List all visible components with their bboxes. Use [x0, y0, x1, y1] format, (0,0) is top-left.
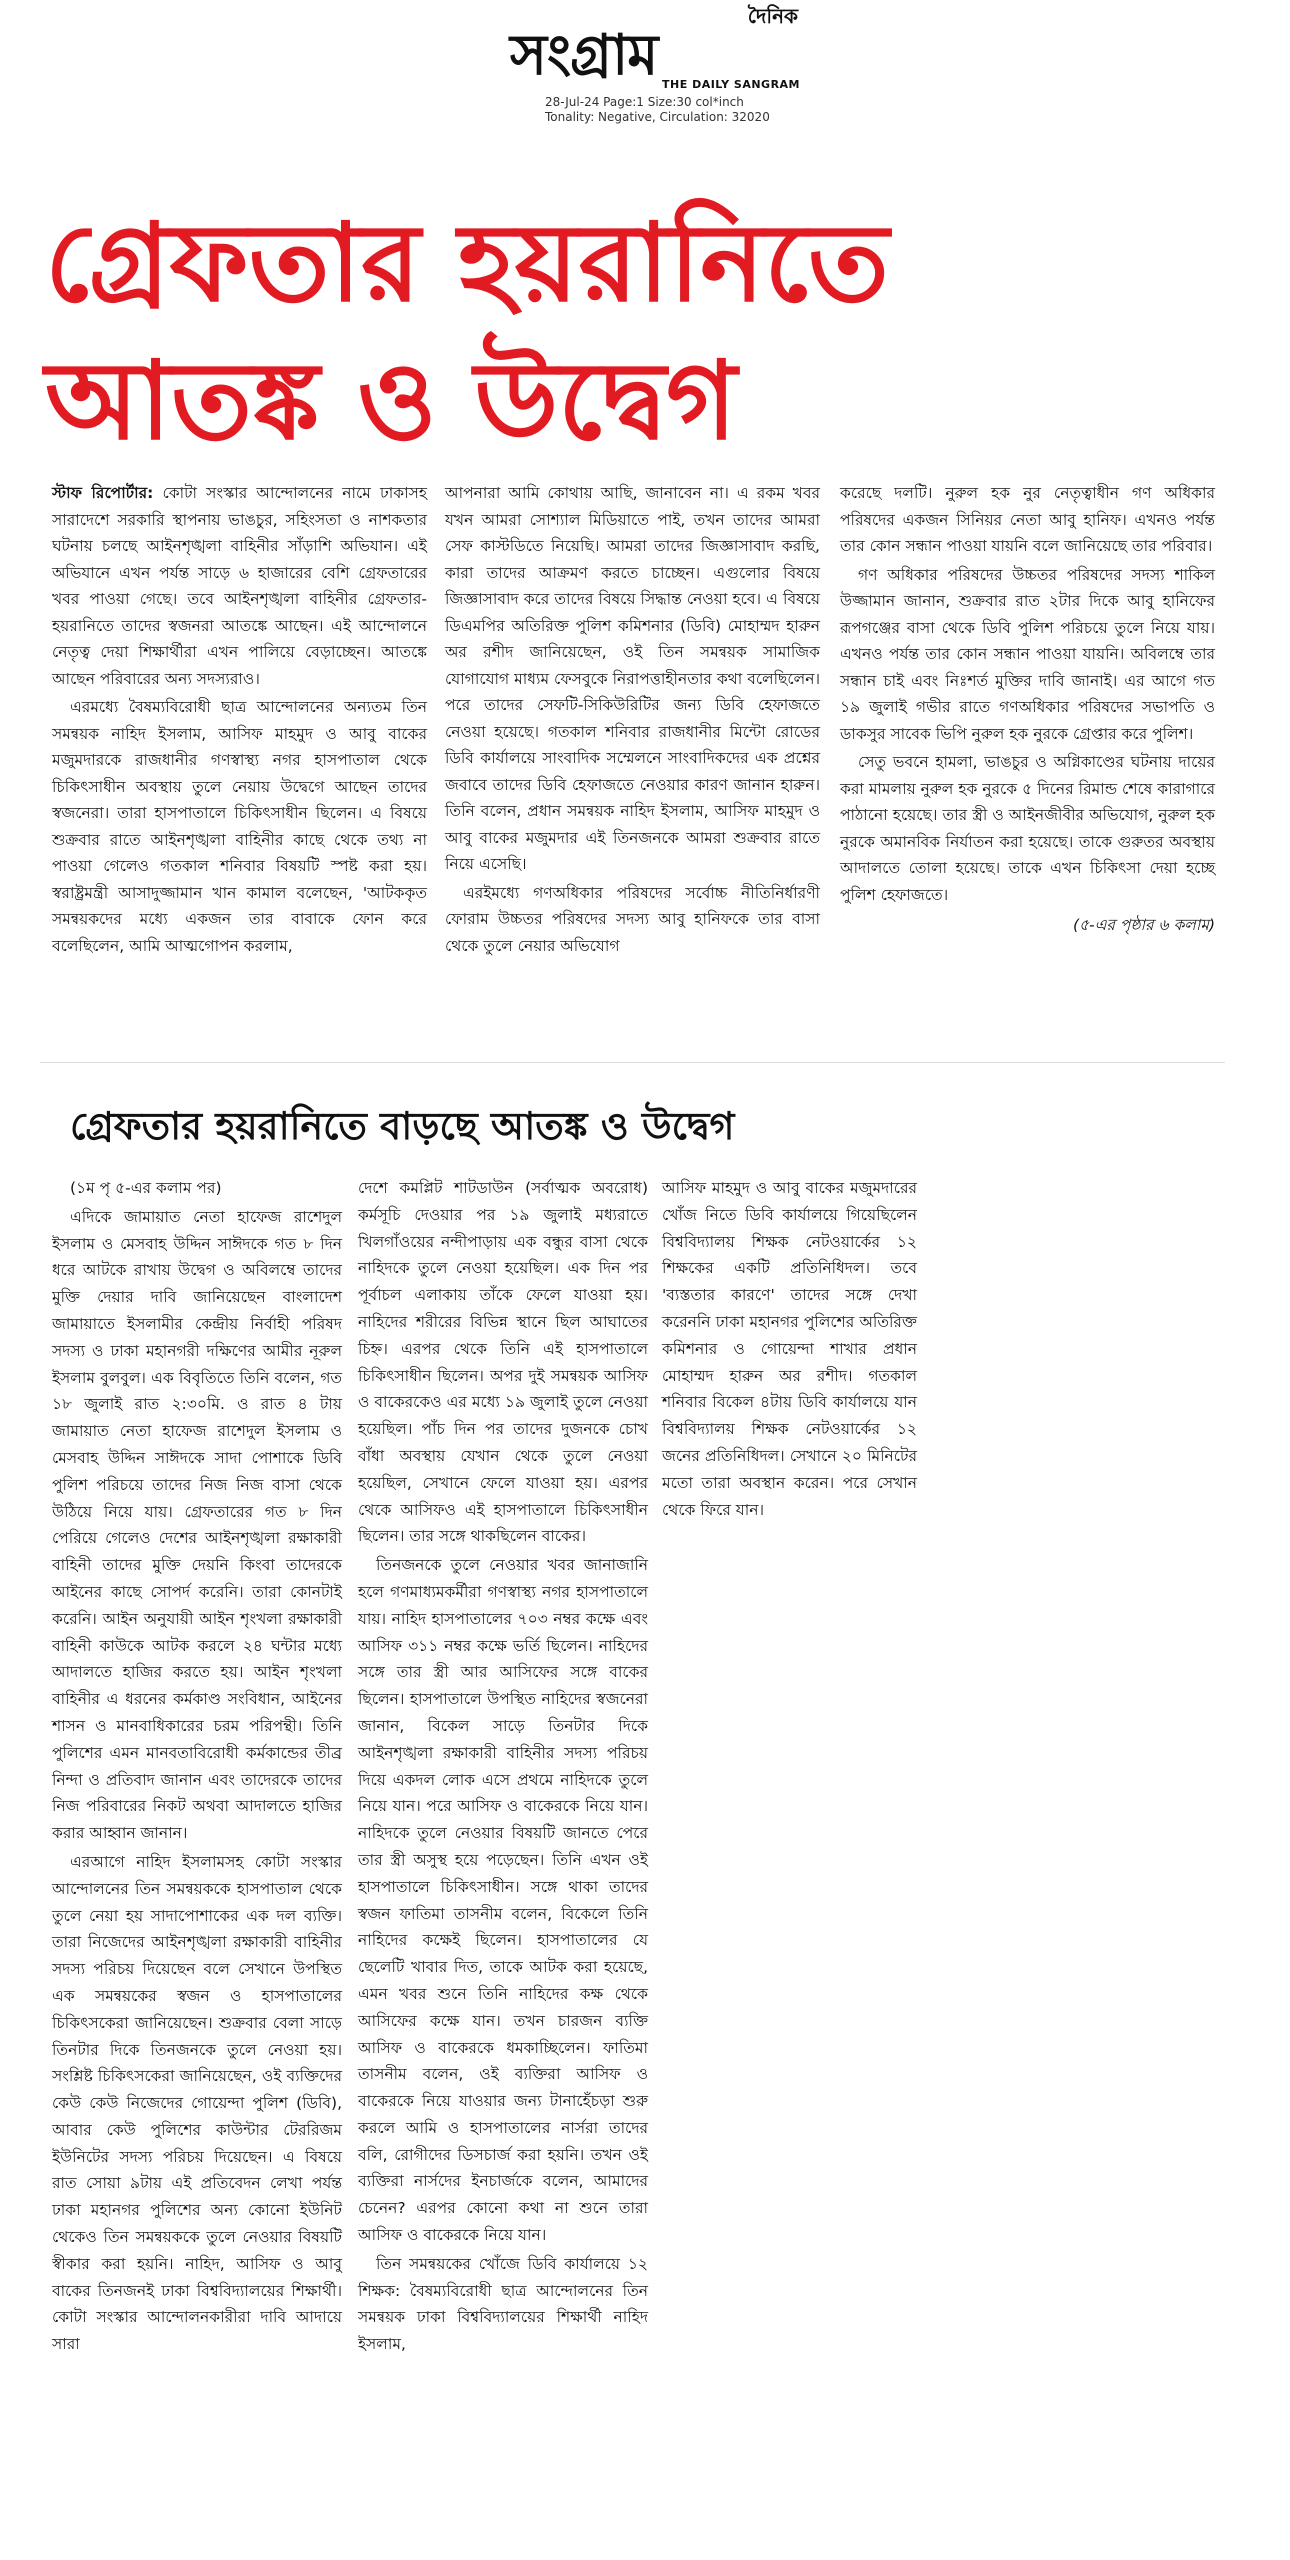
- paragraph: এরমধ্যে বৈষম্যবিরোধী ছাত্র আন্দোলনের অন্যতম তিন সমন্বয়ক নাহিদ ইসলাম, আসিফ মাহমুদ ও আবু বাকের মজুমদারকে রাজধানীর গণস্বাস্থ্য নগর হাসপাতাল থেকে চিকিৎসাধীন অবস্থায় তুলে নেয়ায় উদ্বেগে আছেন তাদের স্বজনেরা। তারা হাসপাতালে চিকিৎসাধীন ছিলেন। এ বিষয়ে শুক্রবার রাতে আইনশৃঙ্খলা বাহিনীর কাছে থেকে তথ্য না পাওয়া গেলেও গতকাল শনিবার বিষয়টি স্পষ্ট করা হয়। স্বরাষ্ট্রমন্ত্রী আসাদুজ্জামান খান কামাল বলেছেন, 'আটককৃত সমন্বয়কদের মধ্যে একজন তার বাবাকে ফোন করে বলেছিলেন, আমি আত্মগোপন করলাম,: [52, 698, 427, 955]
- paragraph: তিনজনকে তুলে নেওয়ার খবর জানাজানি হলে গণমাধ্যমকর্মীরা গণস্বাস্থ্য নগর হাসপাতালে যায়। নাহিদ হাসপাতালের ৭০৩ নম্বর কক্ষে এবং আসিফ ৩১১ নম্বর কক্ষে ভর্তি ছিলেন। নাহিদের সঙ্গে তার স্ত্রী আর আসিফের সঙ্গে বাকের ছিলেন। হাসপাতালে উপস্থিত নাহিদের স্বজনেরা জানান, বিকেল সাড়ে তিনটার দিকে আইনশৃঙ্খলা রক্ষাকারী বাহিনীর সদস্য পরিচয় দিয়ে একদল লোক এসে প্রথমে নাহিদকে তুলে নিয়ে যান। পরে আসিফ ও বাকেরকে নিয়ে যান। নাহিদকে তুলে নেওয়ার বিষয়টি জানতে পেরে তার স্ত্রী অসুস্থ হয়ে পড়েছেন। তিনি এখন ওই হাসপাতালে চিকিৎসাধীন। সঙ্গে থাকা তাদের স্বজন ফাতিমা তাসনীম বলেন, বিকেলে তিনি নাহিদের কক্ষেই ছিলেন। হাসপাতালের যে ছেলেটি খাবার দিত, তাকে আটক করা হয়েছে, এমন খবর শুনে তিনি নাহিদের কক্ষ থেকে আসিফের কক্ষে যান। তখন চারজন ব্যক্তি আসিফ ও বাকেরকে ধমকাচ্ছিলেন। ফাতিমা তাসনীম বলেন, ওই ব্যক্তিরা আসিফ ও বাকেরকে নিয়ে যাওয়ার জন্য টানাহেঁচড়া শুরু করলে আমি ও হাসপাতালের নার্সরা তাদের বলি, রোগীদের ডিসচার্জ করা হয়নি। তখন ওই ব্যক্তিরা নার্সদের ইনচার্জকে বলেন, আমাদের চেনেন? এরপর কোনো কথা না শুনে তারা আসিফ ও বাকেরকে নিয়ে যান।: [358, 1556, 648, 2245]
- article-1-column-1: [52, 480, 427, 961]
- clipping-meta: [545, 95, 770, 125]
- paragraph: এরআগে নাহিদ ইসলামসহ কোটা সংস্কার আন্দোলনের তিন সমন্বয়ককে হাসপাতাল থেকে তুলে নেয়া হয় সাদাপোশাকের এক দল ব্যক্তি। তারা নিজেদের আইনশৃঙ্খলা রক্ষাকারী বাহিনীর সদস্য পরিচয় দিয়েছেন বলে সেখানে উপস্থিত এক সমন্বয়কের স্বজন ও হাসপাতালের চিকিৎসকেরা জানিয়েছেন। শুক্রবার বেলা সাড়ে তিনটার দিকে তিনজনকে তুলে নেওয়া হয়। সংশ্লিষ্ট চিকিৎসকেরা জানিয়েছেন, ওই ব্যক্তিদের কেউ কেউ নিজেদের গোয়েন্দা পুলিশ (ডিবি), আবার কেউ পুলিশের কাউন্টার টেররিজম ইউনিটের সদস্য পরিচয় দিয়েছেন। এ বিষয়ে রাত সোয়া ৯টায় এই প্রতিবেদন লেখা পর্যন্ত ঢাকা মহানগর পুলিশের অন্য কোনো ইউনিট থেকেও তিন সমন্বয়ককে তুলে নেওয়ার বিষয়টি স্বীকার করা হয়নি। নাহিদ, আসিফ ও আবু বাকের তিনজনই ঢাকা বিশ্ববিদ্যালয়ের শিক্ষার্থী। কোটা সংস্কার আন্দোলনকারীরা দাবি আদায়ে সারা: [52, 1852, 342, 2354]
- masthead-logo: সংগ্রাম: [510, 23, 658, 88]
- article-1-column-3: [840, 480, 1215, 939]
- article-2-column-2: [358, 1175, 648, 2360]
- paragraph: [52, 480, 427, 692]
- masthead-english: THE DAILY SANGRAM: [662, 78, 800, 91]
- paragraph: এদিকে জামায়াত নেতা হাফেজ রাশেদুল ইসলাম ও মেসবাহ উদ্দিন সাঈদকে গত ৮ দিন ধরে আটকে রাখায় উদ্বেগ ও অবিলম্বে তাদের মুক্তি দেয়ার দাবি জানিয়েছেন বাংলাদেশ জামায়াতে ইসলামীর কেন্দ্রীয় নির্বাহী পরিষদ সদস্য ও ঢাকা মহানগরী দক্ষিণের আমীর নূরুল ইসলাম বুলবুল। এক বিবৃতিতে তিনি বলেন, গত ১৮ জুলাই রাত ২:৩০মি. ও রাত ৪ টায় জামায়াত নেতা হাফেজ রাশেদুল ইসলাম ও মেসবাহ উদ্দিন সাঈদকে সাদা পোশাকে ডিবি পুলিশ পরিচয়ে তাদের নিজ নিজ বাসা থেকে উঠিয়ে নিয়ে যায়। গ্রেফতারের গত ৮ দিন পেরিয়ে গেলেও দেশের আইনশৃঙ্খলা রক্ষাকারী বাহিনী তাদের মুক্তি দেয়নি কিংবা তাদেরকে আইনের কাছে সোপর্দ করেনি। তারা কোনটাই করেনি। আইন অনুযায়ী আইন শৃংখলা রক্ষাকারী বাহিনী কাউকে আটক করলে ২৪ ঘন্টার মধ্যে আদালতে হাজির করতে হয়। আইন শৃংখলা বাহিনীর এ ধরনের কর্মকাণ্ড সংবিধান, আইনের শাসন ও মানবাধিকারের চরম পরিপন্থী। তিনি পুলিশের এমন মানবতাবিরোধী কর্মকান্ডের তীব্র নিন্দা ও প্রতিবাদ জানান এবং তাদেরকে তাদের নিজ পরিবারের নিকট অথবা আদালতে হাজির করার আহ্বান জানান।: [52, 1207, 342, 1843]
- paragraph: দেশে কমপ্লিট শাটডাউন (সর্বাত্মক অবরোধ) কর্মসূচি দেওয়ার পর ১৯ জুলাই মধ্যরাতে খিলগাঁওয়ের নন্দীপাড়ায় এক বন্ধুর বাসা থেকে নাহিদকে তুলে নেওয়া হয়েছিল। এক দিন পর পূর্বাচল এলাকায় তাঁকে ফেলে যাওয়া হয়। নাহিদের শরীরের বিভিন্ন স্থানে ছিল আঘাতের চিহ্ন। এরপর থেকে তিনি এই হাসপাতালে চিকিৎসাধীন ছিলেন। অপর দুই সমন্বয়ক আসিফ ও বাকেরকেও এর মধ্যে ১৯ জুলাই তুলে নেওয়া হয়েছিল। পাঁচ দিন পর তাদের দুজনকে চোখ বাঁধা অবস্থায় যেখান থেকে তুলে নেওয়া হয়েছিল, সেখানে ফেলে যাওয়া হয়। এরপর থেকে আসিফও এই হাসপাতালে চিকিৎসাধীন ছিলেন। তার সঙ্গে থাকছিলেন বাকের।: [358, 1179, 648, 1546]
- meta-line-2: Tonality: Negative, Circulation: 32020: [545, 110, 770, 124]
- headline-line-1: গ্রেফতার হয়রানিতে: [45, 201, 889, 326]
- paragraph: গণ অধিকার পরিষদের উচ্চতর পরিষদের সদস্য শাকিল উজ্জামান জানান, শুক্রবার রাত ২টার দিকে আবু হানিফের রূপগঞ্জের বাসা থেকে ডিবি পুলিশ পরিচয়ে তুলে নিয়ে যায়। এখনও পর্যন্ত তার কোন সন্ধান পাওয়া যায়নি। অবিলম্বে তার সন্ধান চাই এবং নিঃশর্ত মুক্তির দাবি জানাই। এর আগে গত ১৯ জুলাই গভীর রাতে গণঅধিকার পরিষদের সভাপতি ও ডাকসুর সাবেক ভিপি নুরুল হক নুরকে গ্রেপ্তার করে পুলিশ।: [840, 565, 1215, 743]
- paragraph: করেছে দলটি। নুরুল হক নুর নেতৃত্বাধীন গণ অধিকার পরিষদের একজন সিনিয়র নেতা আবু হানিফ। এখনও পর্যন্ত তার কোন সন্ধান পাওয়া যায়নি বলে জানিয়েছে তার পরিবার।: [840, 484, 1215, 555]
- article-1-column-2: [445, 480, 820, 961]
- paragraph: সেতু ভবনে হামলা, ভাঙচুর ও অগ্নিকাণ্ডের ঘটনায় দায়ের করা মামলায় নুরুল হক নুরকে ৫ দিনের রিমান্ড শেষে কারাগারে পাঠানো হয়েছে। তার স্ত্রী ও আইনজীবীর অভিযোগ, নুরুল হক নুরকে অমানবিক নির্যাতন করা হয়েছে। তাকে গুরুতর অবস্থায় আদালতে তোলা হয়েছে। তাকে এখন চিকিৎসা দেয়া হচ্ছে পুলিশ হেফাজতে।: [840, 753, 1215, 904]
- paragraph: এরইমধ্যে গণঅধিকার পরিষদের সর্বোচ্চ নীতিনির্ধারণী ফোরাম উচ্চতর পরিষদের সদস্য আবু হানিফকে তার বাসা থেকে তুলে নেয়ার অভিযোগ: [445, 883, 820, 955]
- article-2-column-3: [662, 1175, 917, 1525]
- paragraph: তিন সমন্বয়কের খোঁজে ডিবি কার্যালয়ে ১২ শিক্ষক: বৈষম্যবিরোধী ছাত্র আন্দোলনের তিন সমন্বয়ক ঢাকা বিশ্ববিদ্যালয়ের শিক্ষার্থী নাহিদ ইসলাম,: [358, 2254, 648, 2354]
- headline-line-2: আতঙ্ক ও উদ্বেগ: [45, 339, 737, 464]
- article-2-column-1: [52, 1175, 342, 2360]
- paragraph: আপনারা আমি কোথায় আছি, জানাবেন না। এ রকম খবর যখন আমরা সোশ্যাল মিডিয়াতে পাই, তখন তাদের আমরা সেফ কাস্টডিতে নিয়েছি। আমরা তাদের জিজ্ঞাসাবাদ করছি, কারা তাদের আক্রমণ করতে চাচ্ছেন। এগুলোর বিষয়ে জিজ্ঞাসাবাদ করে তাদের বিষয়ে সিদ্ধান্ত নেওয়া হবে। এ বিষয়ে ডিএমপির অতিরিক্ত পুলিশ কমিশনার (ডিবি) মোহাম্মদ হারুন অর রশীদ জানিয়েছেন, ওই তিন সমন্বয়ক সামাজিক যোগাযোগ মাধ্যম ফেসবুকে নিরাপত্তাহীনতার কথা বলেছিলেন। পরে তাদের সেফটি-সিকিউরিটির জন্য ডিবি হেফাজতে নেওয়া হয়েছে। গতকাল শনিবার রাজধানীর মিন্টো রোডের ডিবি কার্যালয়ে সাংবাদিক সম্মেলনে সাংবাদিকদের এক প্রশ্নের জবাবে তাদের ডিবি হেফাজতে নেওয়ার কারণ জানান হারুন। তিনি বলেন, প্রধান সমন্বয়ক নাহিদ ইসলাম, আসিফ মাহমুদ ও আবু বাকের মজুমদার এই তিনজনকে আমরা শুক্রবার রাতে নিয়ে এসেছি।: [445, 484, 820, 873]
- paragraph: আসিফ মাহমুদ ও আবু বাকের মজুমদারের খোঁজ নিতে ডিবি কার্যালয়ে গিয়েছিলেন বিশ্ববিদ্যালয় শিক্ষক নেটওয়ার্কের ১২ শিক্ষকের একটি প্রতিনিধিদল। তবে 'ব্যস্ততার কারণে' তাদের সঙ্গে দেখা করেননি ঢাকা মহানগর পুলিশের অতিরিক্ত কমিশনার ও গোয়েন্দা শাখার প্রধান মোহাম্মদ হারুন অর রশীদ। গতকাল শনিবার বিকেল ৪টায় ডিবি কার্যালয়ে যান বিশ্ববিদ্যালয় শিক্ষক নেটওয়ার্কের ১২ জনের প্রতিনিধিদল। সেখানে ২০ মিনিটের মতো তারা অবস্থান করেন। পরে সেখান থেকে ফিরে যান।: [662, 1179, 917, 1519]
- continued-reference: (৫-এর পৃষ্ঠার ৬ কলাম): [1072, 916, 1215, 934]
- continued-from: (১ম পৃ ৫-এর কলাম পর): [70, 1179, 222, 1197]
- byline: স্টাফ রিপোর্টার:: [52, 484, 154, 502]
- paragraph-text: কোটা সংস্কার আন্দোলনের নামে ঢাকাসহ সারাদেশে সরকারি স্থাপনায় ভাঙচুর, সহিংসতা ও নাশকতার ঘটনায় চলছে আইনশৃঙ্খলা বাহিনীর সাঁড়াশি অভিযান। এই অভিযানে এখন পর্যন্ত সাড়ে ৬ হাজারের বেশি গ্রেফতারের খবর পাওয়া গেছে। তবে আইনশৃঙ্খলা বাহিনীর গ্রেফতার-হয়রানিতে তাদের স্বজনরা আতঙ্কে আছেন। এই আন্দোলনে নেতৃত্ব দেয়া শিক্ষার্থীরা এখন পালিয়ে বেড়াচ্ছেন। আতঙ্কে আছেন পরিবারের অন্য সদস্যরাও।: [52, 484, 427, 688]
- meta-line-1: 28-Jul-24 Page:1 Size:30 col*inch: [545, 95, 744, 109]
- masthead-dainik: দৈনিক: [747, 4, 798, 28]
- divider: [40, 1062, 1225, 1063]
- article-1-headline: [45, 195, 1145, 471]
- article-2-headline: গ্রেফতার হয়রানিতে বাড়ছে আতঙ্ক ও উদ্বেগ: [70, 1104, 735, 1148]
